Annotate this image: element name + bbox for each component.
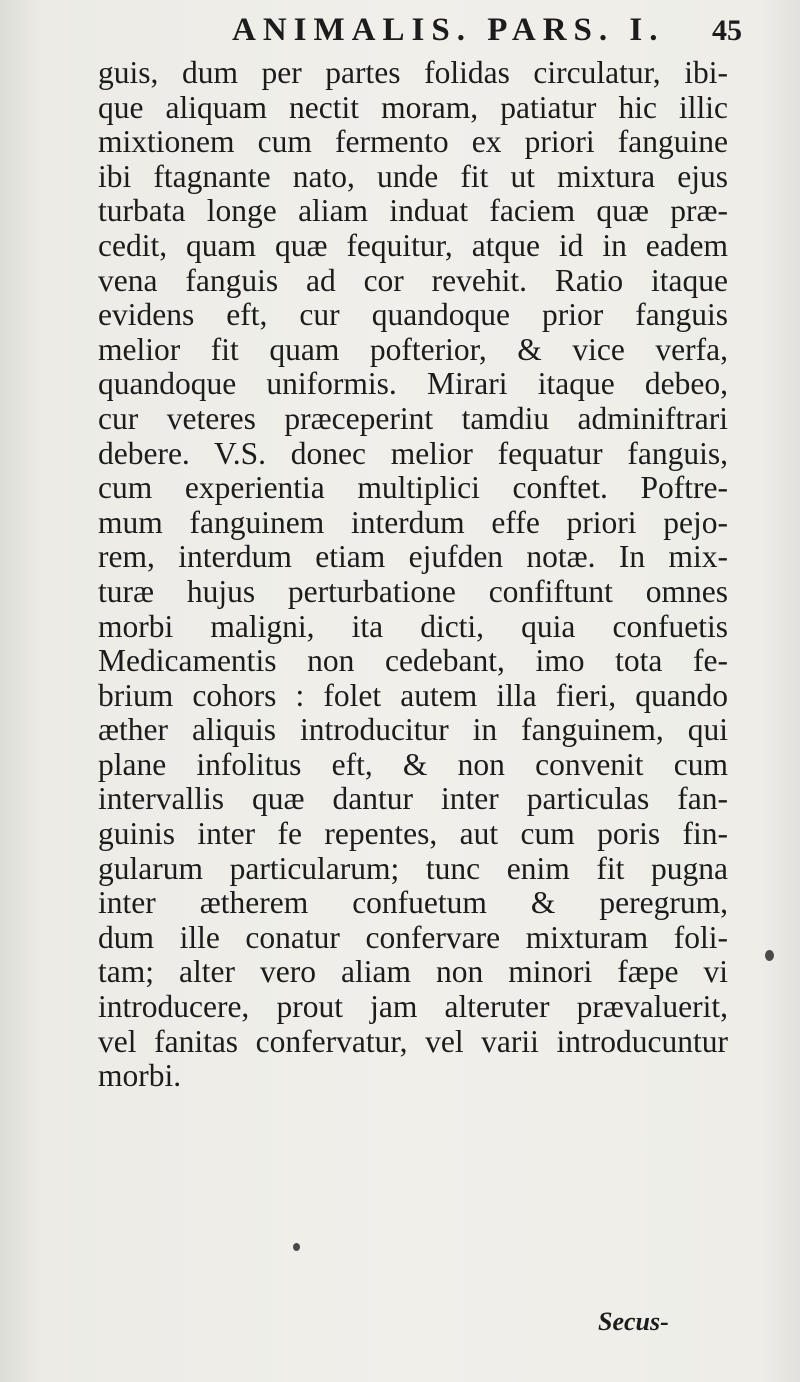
text-line: quandoque uniformis. Mirari itaque debeo, <box>98 366 728 402</box>
text-line: morbi. <box>98 1058 182 1094</box>
text-line: dum ille conatur confervare mixturam foli- <box>98 919 728 955</box>
ink-speck <box>293 1243 300 1251</box>
text-line: melior fit quam pofterior, & vice verfa, <box>98 331 728 367</box>
text-line: brium cohors : folet autem illa fieri, quando <box>98 677 728 713</box>
text-line: morbi maligni, ita dicti, quia confuetis <box>98 608 728 644</box>
text-line: vel fanitas confervatur, vel varii introducuntur <box>98 1023 728 1059</box>
ink-speck <box>765 950 774 961</box>
page-number: 45 <box>712 14 742 47</box>
text-line: cedit, quam quæ fequitur, atque id in eadem <box>98 227 728 263</box>
text-line: guinis inter fe repentes, aut cum poris fin- <box>98 816 728 852</box>
text-line: ibi ftagnante nato, unde fit ut mixtura ejus <box>98 158 728 194</box>
text-line: rem, interdum etiam ejufden notæ. In mix- <box>98 539 728 575</box>
text-line: mixtionem cum fermento ex priori fanguine <box>98 124 728 160</box>
text-line: gularum particularum; tunc enim fit pugna <box>98 850 728 886</box>
text-line: evidens eft, cur quandoque prior fanguis <box>98 297 728 333</box>
text-line: plane infolitus eft, & non convenit cum <box>98 746 728 782</box>
running-header <box>232 12 742 58</box>
text-line: cur veteres præceperint tamdiu adminiftrari <box>98 400 728 436</box>
body-text <box>98 56 728 1094</box>
text-line: mum fanguinem interdum effe priori pejo- <box>98 504 728 540</box>
text-line: debere. V.S. donec melior fequatur fanguis, <box>98 435 728 471</box>
text-line: que aliquam nectit moram, patiatur hic illic <box>98 89 728 125</box>
text-line: Medicamentis non cedebant, imo tota fe- <box>98 643 728 679</box>
text-line: inter ætherem confuetum & peregrum, <box>98 885 728 921</box>
text-line: introducere, prout jam alteruter prævaluerit, <box>98 989 728 1025</box>
text-line: turæ hujus perturbatione confiftunt omnes <box>98 573 728 609</box>
text-line: æther aliquis introducitur in fanguinem, qui <box>98 712 728 748</box>
running-title: ANIMALIS. PARS. I. <box>232 12 665 48</box>
text-line: cum experientia multiplici conftet. Poftre- <box>98 470 728 506</box>
text-line: guis, dum per partes folidas circulatur, ibi- <box>98 55 728 90</box>
catchword: Secus- <box>598 1307 669 1336</box>
text-line: tam; alter vero aliam non minori fæpe vi <box>98 954 728 990</box>
text-line: turbata longe aliam induat faciem quæ præ- <box>98 193 728 229</box>
text-line: vena fanguis ad cor revehit. Ratio itaque <box>98 262 728 298</box>
text-line: intervallis quæ dantur inter particulas fan- <box>98 781 728 817</box>
